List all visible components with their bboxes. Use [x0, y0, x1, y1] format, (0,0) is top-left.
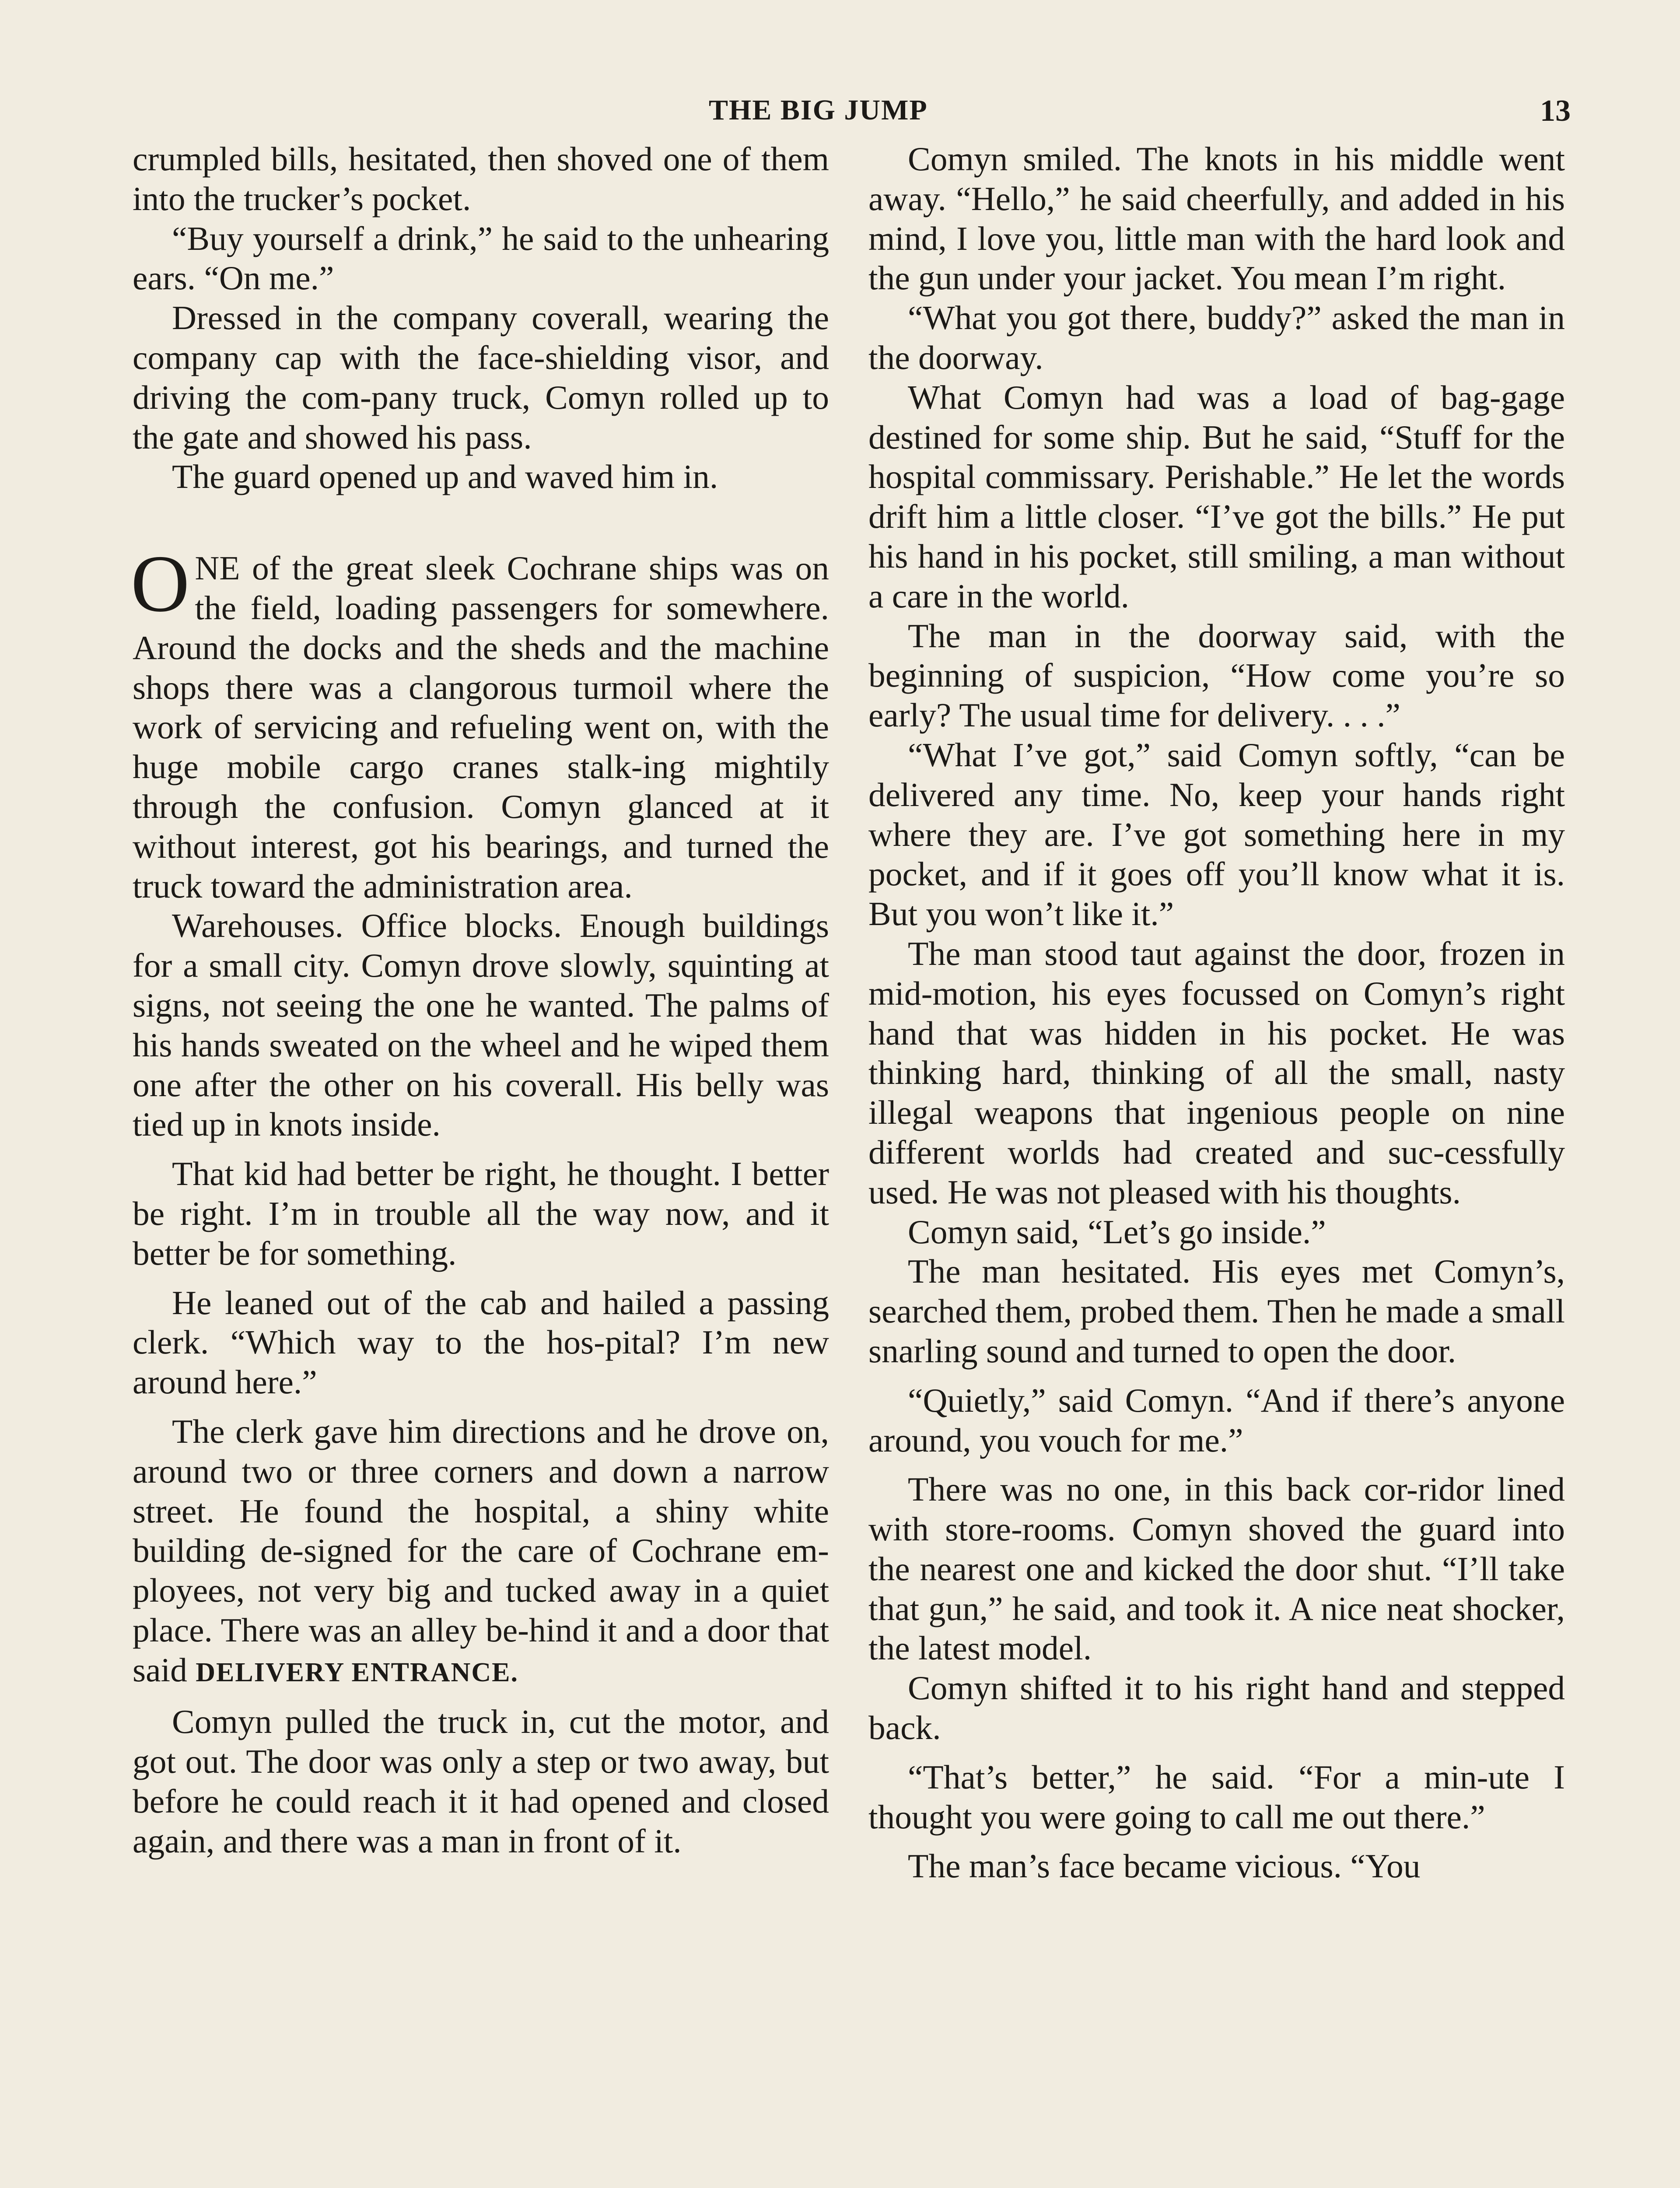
right-column: [868, 139, 1565, 1886]
delivery-entrance-sign: DELIVERY ENTRANCE.: [196, 1657, 518, 1687]
paragraph: crumpled bills, hesitated, then shoved one of them into the trucker’s pocket.: [133, 140, 829, 217]
paragraph: “What you got there, buddy?” asked the man in the doorway.: [868, 299, 1565, 376]
paragraph: Dressed in the company coverall, wearing the company cap with the face-shielding visor, and driving the com-pany truck, Comyn rolled up to the gate and showed his pass.: [133, 299, 829, 456]
paragraph: That kid had better be right, he thought. I better be right. I’m in trouble all the way now, and it better be for something.: [133, 1155, 829, 1272]
paragraph: He leaned out of the cab and hailed a passing clerk. “Which way to the hos-pital? I’m new around here.”: [133, 1283, 829, 1401]
paragraph: The man stood taut against the door, frozen in mid-motion, his eyes focussed on Comyn’s right hand that was hidden in his pocket. He was thinking hard, thinking of all the small, nasty illegal weapons that ingenious people on nine different worlds had created and suc-cessfully used. He was not pleased with his thoughts.: [868, 934, 1565, 1211]
left-column: [133, 139, 829, 1861]
running-title: THE BIG JUMP: [709, 94, 928, 126]
lead-in-caps: NE: [195, 549, 240, 587]
paragraph: The guard opened up and waved him in.: [172, 458, 718, 496]
paragraph-text: of the great sleek Cochrane ships was on the field, loading passengers for somewhere. Around the docks and the sheds and the machine shops there was a clangorous turmoil where the work of servicing and refueling went on, with the huge mobile cargo cranes stalk-ing mightily through the confusion. Comyn glanced at it without interest, got his bearings, and turned the truck toward the administration area.: [133, 549, 829, 905]
paragraph: [133, 1412, 829, 1693]
paragraph-text: The clerk gave him directions and he drove on, around two or three corners and down a narrow street. He found the hospital, a shiny white building de-signed for the care of Cochrane em-ployees, not very big and tucked away in a quiet place. There was an alley be-hind it and a door that said: [133, 1412, 829, 1689]
paragraph: “Quietly,” said Comyn. “And if there’s anyone around, you vouch for me.”: [868, 1381, 1565, 1459]
page-header: [709, 94, 1571, 142]
paragraph: “Buy yourself a drink,” he said to the unhearing ears. “On me.”: [133, 219, 829, 297]
paragraph: The man’s face became vicious. “You: [908, 1847, 1421, 1885]
paragraph: What Comyn had was a load of bag-gage destined for some ship. But he said, “Stuff for the hospital commissary. Perishable.” He let the words drift him a little closer. “I’ve got the bills.” He put his hand in his pocket, still smiling, a man without a care in the world.: [868, 378, 1565, 615]
paragraph: The man hesitated. His eyes met Comyn’s, searched them, probed them. Then he made a small snarling sound and turned to open the door.: [868, 1252, 1565, 1370]
paragraph: Comyn smiled. The knots in his middle went away. “Hello,” he said cheerfully, and added in his mind, I love you, little man with the hard look and the gun under your jacket. You mean I’m right.: [868, 140, 1565, 297]
paragraph: There was no one, in this back cor-ridor lined with store-rooms. Comyn shoved the guard into the nearest one and kicked the door shut. “I’ll take that gun,” he said, and took it. A nice neat shocker, the latest model.: [868, 1470, 1565, 1667]
paragraph: “That’s better,” he said. “For a min-ute I thought you were going to call me out there.”: [868, 1758, 1565, 1836]
paragraph: “What I’ve got,” said Comyn softly, “can be delivered any time. No, keep your hands right where they are. I’ve got something here in my pocket, and if it goes off you’ll know what it is. But you won’t like it.”: [868, 736, 1565, 933]
paragraph: Warehouses. Office blocks. Enough buildings for a small city. Comyn drove slowly, squinting at signs, not seeing the one he wanted. The palms of his hands sweated on the wheel and he wiped them one after the other on his coverall. His belly was tied up in knots inside.: [133, 907, 829, 1143]
paragraph: Comyn shifted it to his right hand and stepped back.: [868, 1669, 1565, 1747]
paragraph: The man in the doorway said, with the beginning of suspicion, “How come you’re so early? The usual time for delivery. . . .”: [868, 617, 1565, 734]
section-opening-paragraph: [131, 539, 829, 906]
paragraph: Comyn said, “Let’s go inside.”: [908, 1213, 1326, 1251]
paragraph: Comyn pulled the truck in, cut the motor, and got out. The door was only a step or two away, but before he could reach it it had opened and closed again, and there was a man in front of it.: [133, 1703, 829, 1860]
drop-cap: O: [131, 539, 190, 629]
page-number: 13: [1540, 94, 1571, 128]
